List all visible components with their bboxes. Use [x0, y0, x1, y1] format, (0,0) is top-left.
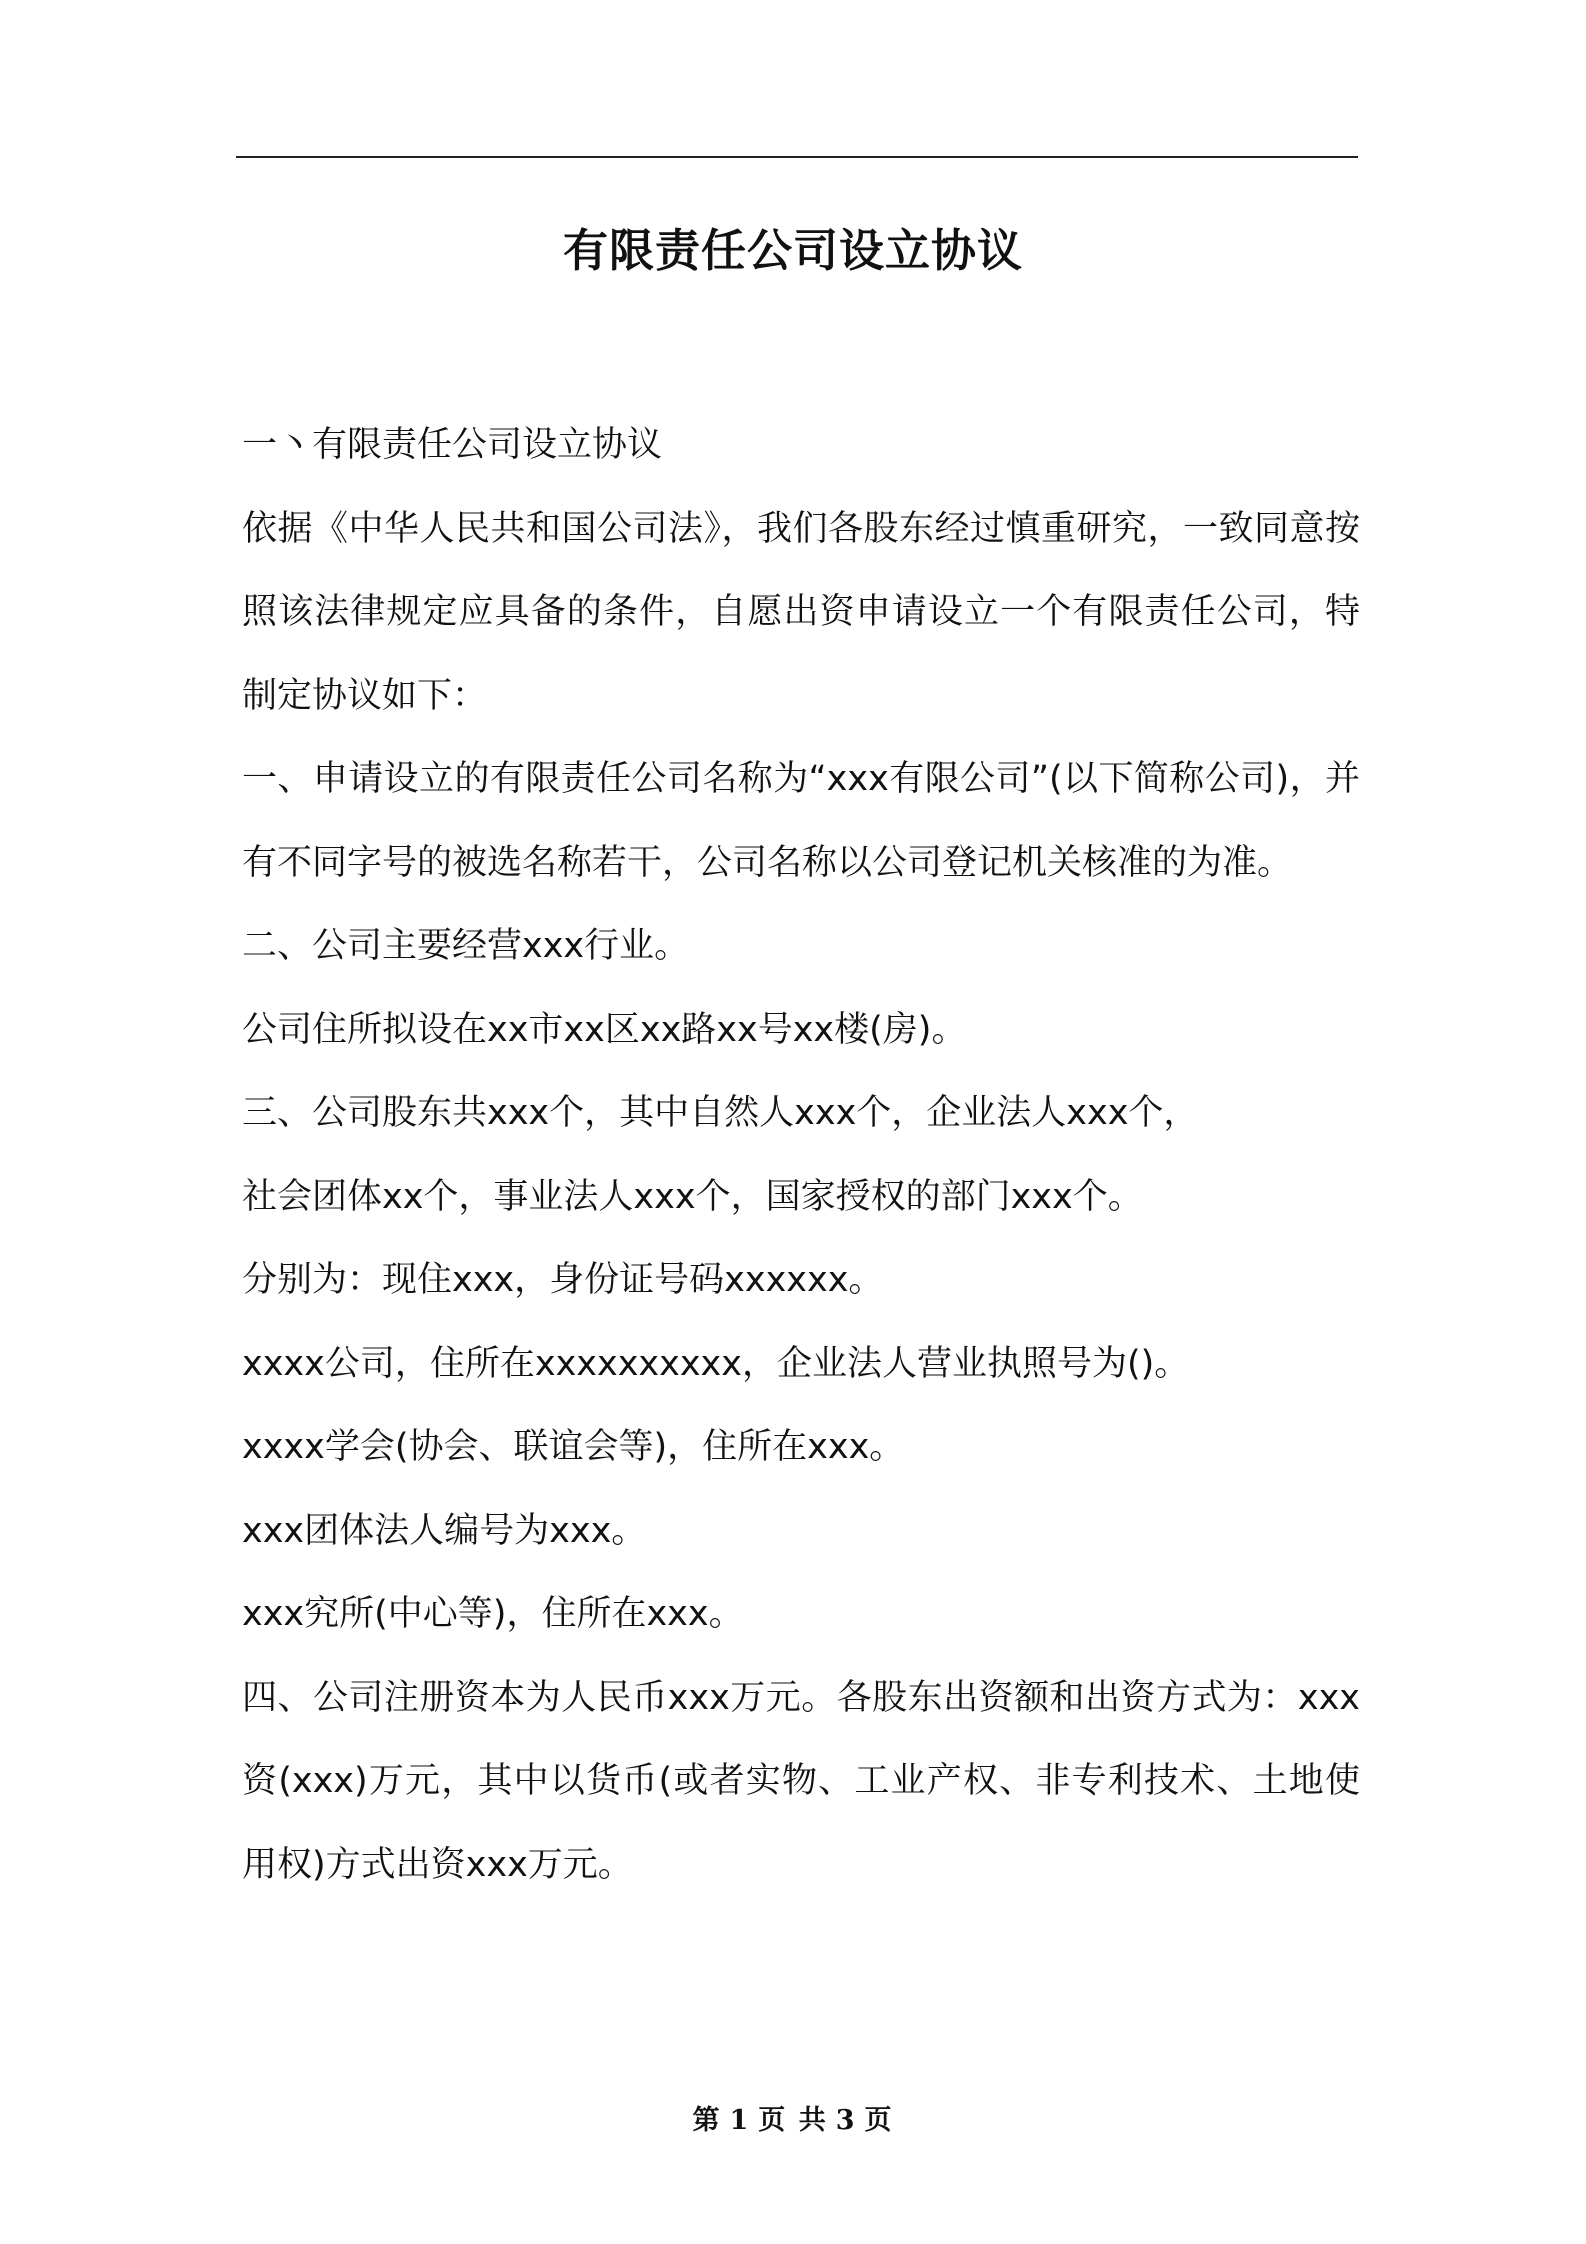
footer-page-number: 1 [729, 2105, 751, 2136]
paragraph: xxx究所(中心等)，住所在xxx。 [242, 1594, 744, 1634]
footer-prefix: 第 [692, 2105, 722, 2136]
paragraph: xxxx公司，住所在xxxxxxxxxx，企业法人营业执照号为()。 [242, 1343, 1190, 1384]
paragraph: 社会团体xx个，事业法人xxx个，国家授权的部门xxx个。 [242, 1176, 1143, 1217]
section-heading: 一丶有限责任公司设立协议 [242, 425, 663, 465]
page-footer [0, 2098, 1586, 2137]
document-body [242, 404, 1360, 1907]
paragraph: 分别为：现住xxx，身份证号码xxxxxx。 [242, 1260, 884, 1300]
footer-middle: 页 共 [758, 2105, 828, 2136]
paragraph: 公司住所拟设在xx市xx区xx路xx号xx楼(房)。 [242, 1009, 967, 1050]
footer-total-pages: 3 [835, 2105, 857, 2136]
header-rule [236, 156, 1358, 158]
paragraph: 四、公司注册资本为人民币xxx万元。各股东出资额和出资方式为：xxx资(xxx)万元，其中以货币(或者实物、工业产权、非专利技术、土地使用权)方式出资xxx万元。 [242, 1677, 1360, 1885]
footer-suffix: 页 [864, 2105, 894, 2136]
paragraph: xxx团体法人编号为xxx。 [242, 1510, 647, 1551]
paragraph: 一、申请设立的有限责任公司名称为“xxx有限公司”(以下简称公司)，并有不同字号的被选名称若干，公司名称以公司登记机关核准的为准。 [242, 759, 1360, 883]
paragraph: xxxx学会(协会、联谊会等)，住所在xxx。 [242, 1427, 905, 1467]
paragraph: 三、公司股东共xxx个，其中自然人xxx个，企业法人xxx个， [242, 1093, 1199, 1133]
document-title: 有限责任公司设立协议 [562, 224, 1023, 277]
paragraph: 依据《中华人民共和国公司法》，我们各股东经过慎重研究，一致同意按照该法律规定应具备的条件，自愿出资申请设立一个有限责任公司，特制定协议如下： [242, 508, 1360, 716]
paragraph: 二、公司主要经营xxx行业。 [242, 926, 690, 966]
